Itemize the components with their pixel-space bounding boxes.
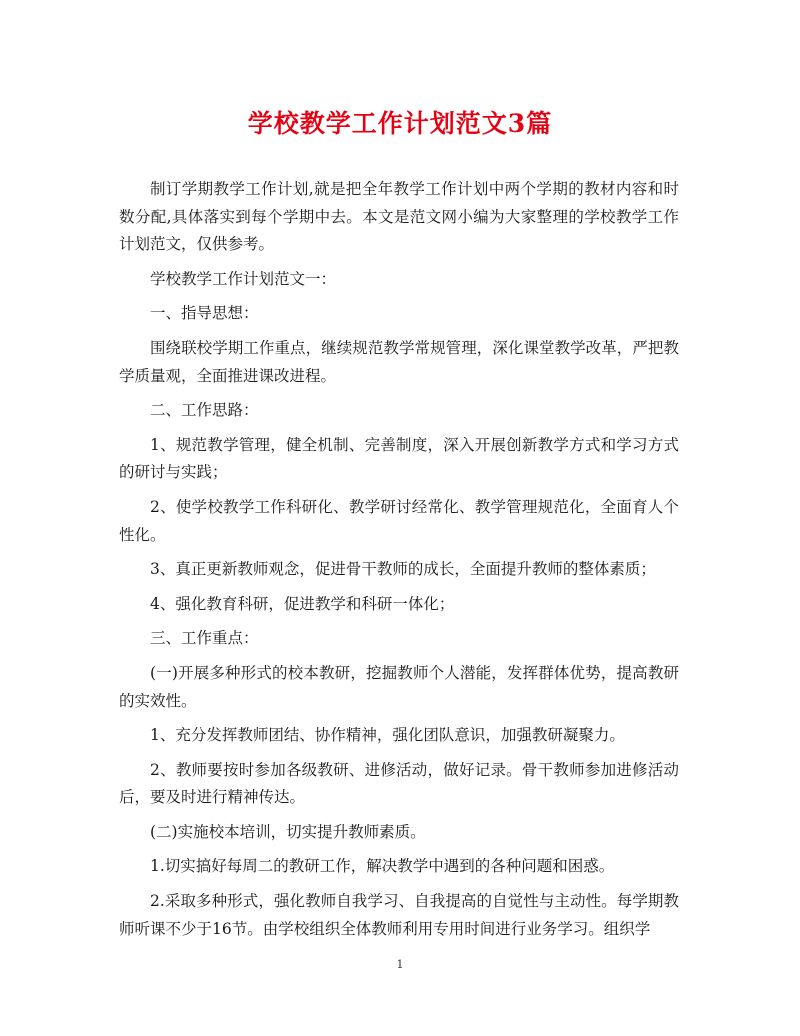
- list-item-approach-4: 4、强化教育科研，促进教学和科研一体化；: [150, 594, 455, 613]
- document-body: [119, 176, 679, 943]
- list-item-approach-3: 3、真正更新教师观念，促进骨干教师的成长，全面提升教师的整体素质；: [150, 560, 656, 579]
- section-heading-guiding-ideology: 一、指导思想：: [150, 304, 259, 323]
- page-number: 1: [396, 958, 404, 971]
- document-title: 学校教学工作计划范文3篇: [247, 109, 553, 138]
- paragraph-sample-one-heading: 学校教学工作计划范文一：: [150, 269, 337, 288]
- paragraph-guiding-ideology: 围绕联校学期工作重点，继续规范教学常规管理，深化课堂教学改革，严把教学质量观，全面推进课改进程。: [119, 338, 679, 385]
- list-item-approach-1: 1、规范教学管理，健全机制、完善制度，深入开展创新教学方式和学习方式的研讨与实践；: [119, 435, 679, 482]
- subsection-heading-school-research: (一)开展多种形式的校本教研，挖掘教师个人潜能，发挥群体优势，提高教研的实效性。: [119, 663, 679, 710]
- section-heading-work-focus: 三、工作重点：: [150, 629, 259, 648]
- list-item-research-1: 1、充分发挥教师团结、协作精神，强化团队意识，加强教研凝聚力。: [150, 726, 625, 745]
- list-item-training-1: 1.切实搞好每周二的教研工作，解决教学中遇到的各种问题和困惑。: [150, 857, 615, 876]
- list-item-research-2: 2、教师要按时参加各级教研、进修活动，做好记录。骨干教师参加进修活动后，要及时进行精神传达。: [119, 760, 679, 807]
- paragraph-intro: 制订学期教学工作计划,就是把全年教学工作计划中两个学期的教材内容和时数分配,具体落实到每个学期中去。本文是范文网小编为大家整理的学校教学工作计划范文，仅供参考。: [119, 180, 679, 254]
- section-heading-work-approach: 二、工作思路：: [150, 401, 259, 420]
- list-item-training-2: 2.采取多种形式，强化教师自我学习、自我提高的自觉性与主动性。每学期教师听课不少于16节。由学校组织全体教师利用专用时间进行业务学习。组织学: [119, 892, 679, 938]
- subsection-heading-school-training: (二)实施校本培训，切实提升教师素质。: [150, 822, 426, 841]
- list-item-approach-2: 2、使学校教学工作科研化、教学研讨经常化、教学管理规范化，全面育人个性化。: [119, 497, 679, 544]
